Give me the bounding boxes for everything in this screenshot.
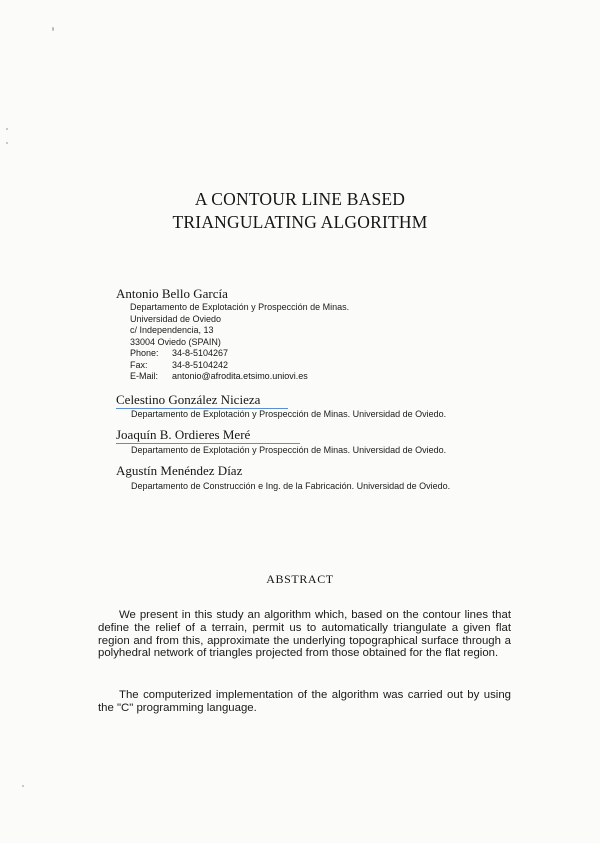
author-1-street: c/ Independencia, 13 [130,325,214,335]
fax-label: Fax: [130,359,148,370]
abstract-paragraph-2: The computerized implementation of the algorithm was carried out by using the "C" programming language. [98,689,511,714]
scan-speck [6,142,8,144]
email-link[interactable]: antonio@afrodita.etsimo.uniovi.es [172,371,308,381]
email-label: E-Mail: [130,371,159,381]
author-1-university: Universidad de Oviedo [130,313,222,324]
author-name-2: Celestino González Nicieza [116,392,261,407]
author-1-city: 33004 Oviedo (SPAIN) [130,336,221,347]
author-3-affiliation: Departamento de Explotación y Prospección de Minas. Universidad de Oviedo. [131,445,447,455]
scan-speck [52,27,54,31]
phone-label: Phone: [130,348,159,358]
abstract-paragraph-1: We present in this study an algorithm which, based on the contour lines that define the relief of a terrain, permit us to automatically triangulate a given flat region and from this, approximate the underlying topographical surface through a polyhedral network of triangles projected from those obtained for the flat region. [98,609,511,660]
paper-title-line-2: TRIANGULATING ALGORITHM [172,212,428,232]
author-name-3: Joaquín B. Ordieres Meré [116,427,251,442]
paper-title-line-1: A CONTOUR LINE BASED [194,189,406,209]
author-4-affiliation: Departamento de Construcción e Ing. de la Fabricación. Universidad de Oviedo. [131,481,451,491]
author-name-4: Agustín Menéndez Díaz [116,463,243,478]
phone-value: 34-8-5104267 [172,348,229,358]
author-2-affiliation: Departamento de Explotación y Prospección de Minas. Universidad de Oviedo. [131,409,447,419]
highlight-underline [116,443,300,444]
author-1-department: Departamento de Explotación y Prospección de Minas. [130,302,350,312]
scan-speck [6,128,8,130]
author-name-1: Antonio Bello García [116,286,228,301]
abstract-heading: ABSTRACT [266,572,334,586]
scan-speck [22,785,24,787]
fax-value: 34-8-5104242 [172,359,229,370]
